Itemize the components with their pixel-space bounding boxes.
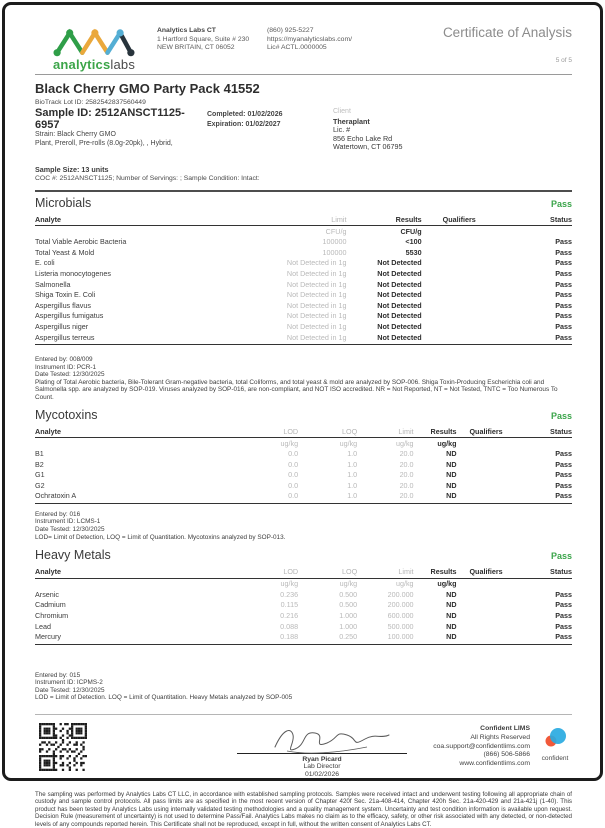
cell: ND [446,470,457,480]
footer-line: Entered by: 015 [35,671,81,679]
page-indicator: 5 of 5 [555,57,572,64]
disclaimer-text: The sampling was performed by Analytics Labs CT LLC, in accordance with established sampling protocols. Samples were received intact and underwent testing following all appropriate chain of custody and sample control protocols. All pass limits are as specified in the most recent version of Chapter 420f Sec. 21a-408-414, Chapter 420h Sec. 21a-420-429 and 21a-421j (1-40). This product has been tested by Analytics Labs using internally validated testing methodologies and a quality management system. Uncertainty and test condition information is available upon request. Decision Rule (measurement of uncertainty) is not used to determine Pass/Fail. Analytics Labs makes no claim as to the efficacy, safety, or other risk associated with any detected, or non-detected levels of any compounds reported herein. This Certificate shall not be reproduced, except in full, without the written consent of Analytics Labs CT. [35,790,572,828]
cell: 20.0 [399,449,414,459]
table-row [35,449,572,460]
footer-line: Date Tested: 12/30/2025 [35,371,105,379]
column-header: Limit [357,426,413,438]
unit-cell: CFU/g [400,226,422,236]
column-header: Status [516,566,572,578]
cell: Not Detected [377,269,422,279]
cell: 200.000 [387,589,414,599]
cell: Not Detected in 1g [286,279,347,289]
cell: 100000 [322,237,347,247]
column-header: Qualifiers [457,566,516,578]
table-row [35,621,572,632]
cell [422,322,497,333]
cell [457,491,516,503]
column-header: LOD [228,566,298,578]
cell: 1.0 [347,470,358,480]
section-footer [35,672,572,702]
cell: 100000 [322,247,347,257]
column-header: Qualifiers [422,214,497,226]
cell: 0.188 [228,632,298,644]
table-row [35,600,572,611]
cell: Lead [35,621,51,631]
column-header: LOQ [298,426,357,438]
unit-cell: ug/kg [437,438,457,448]
cell: 0.216 [280,610,299,620]
biotrack-lot-id: BioTrack Lot ID: 2582542837560449 [35,99,146,106]
unit-cell [422,226,497,237]
brand-block [35,23,153,72]
column-header: Analyte [35,426,228,438]
cell [457,590,516,601]
section-title: Mycotoxins [35,407,98,422]
cell: Pass [555,258,572,268]
cell: Pass [555,459,572,469]
client-label: Client [333,108,351,115]
cell [422,333,497,345]
cell: Not Detected [377,258,422,268]
cell: Listeria monocytogenes [35,269,111,279]
unit-cell [35,578,228,589]
unit-cell: ug/kg [280,579,299,589]
cell: 5530 [405,247,422,257]
section-footer [35,356,572,402]
table-row [35,269,572,280]
confident-logo-icon [540,727,570,749]
table-row [35,611,572,622]
cell: Not Detected [377,322,422,332]
cell: 0.500 [339,589,358,599]
certificate-title-block [387,25,572,64]
lab-address-block [157,27,261,53]
cell: 1.0 [347,480,358,490]
completed-date: Completed: 01/02/2026 [207,111,283,118]
strain: Strain: Black Cherry GMO [35,131,116,138]
cell: 1.0 [347,449,358,459]
cell: 200.000 [387,600,414,610]
section-header [35,196,572,210]
unit-cell: ug/kg [280,438,299,448]
client-block [333,107,572,152]
footer-line: Entered by: 008/009 [35,356,93,364]
cell: 0.236 [280,589,299,599]
cell: Pass [555,589,572,599]
units-row [35,438,572,449]
cell: Not Detected in 1g [286,322,347,332]
product-title: Black Cherry GMO Party Pack 41552 [35,81,260,96]
cell: Salmonella [35,279,71,289]
header [35,21,572,72]
matrix-description: Plant, Preroll, Pre-rolls (8.0g-20pk), , Hybrid, [35,139,173,147]
cell: 20.0 [399,459,414,469]
table-row [35,258,572,269]
column-header-row [35,566,572,578]
unit-cell [516,578,572,589]
cell: Not Detected [377,279,422,289]
table-row [35,280,572,291]
client-name: Theraplant [333,117,370,126]
cell: ND [446,589,457,599]
cell: 0.250 [298,632,357,644]
cell: 600.000 [387,610,414,620]
cell: 0.0 [288,480,299,490]
column-header: Qualifiers [457,426,516,438]
coc-line: COC #: 2512ANSCT1125; Number of Servings: ; Sample Condition: Intact: [35,174,260,182]
unit-cell [497,226,572,237]
table-row [35,491,572,503]
lab-phone: (860) 925-5227 [267,27,314,34]
client-address-line1: 856 Echo Lake Rd [333,133,393,143]
table-row [35,301,572,312]
lab-address-line1: 1 Hartford Square, Suite # 230 [157,35,250,43]
units-row [35,578,572,589]
cell: Shiga Toxin E. Coli [35,290,96,300]
cell: Aspergillus terreus [35,333,250,345]
unit-cell [35,226,250,237]
cell: 1.0 [347,459,358,469]
header-divider [35,74,572,75]
column-header: Limit [357,566,413,578]
cell: Total Yeast & Mold [35,247,95,257]
cell: ND [446,600,457,610]
sample-info [35,81,572,182]
section-heavy-metals [35,548,572,702]
cell [457,611,516,622]
column-header: LOD [228,426,298,438]
cell: Pass [555,610,572,620]
lims-website: www.confidentlims.com [459,760,530,768]
qr-code [39,723,87,771]
footer-line: Instrument ID: LCMS-1 [35,518,101,526]
unit-cell: CFU/g [325,226,347,236]
dates-block [207,107,333,152]
table-row [35,590,572,601]
cell: Pass [555,480,572,490]
section-status-badge: Pass [550,198,572,209]
column-header: Analyte [35,214,250,226]
cell: Pass [555,290,572,300]
section-title: Microbials [35,195,92,210]
signature-block [227,723,417,779]
column-header: Results [414,566,457,578]
cell: Ochratoxin A [35,491,228,503]
cell: ND [446,621,457,631]
column-header: Analyte [35,566,228,578]
cell: Pass [516,632,572,644]
cell [457,470,516,481]
sample-size: Sample Size: 13 units [35,164,109,174]
cell: Total Viable Aerobic Bacteria [35,237,127,247]
table-row [35,470,572,481]
cell [422,237,497,248]
column-header: Limit [250,214,347,226]
cell: Not Detected in 1g [286,311,347,321]
cell: Aspergillus niger [35,322,89,332]
cell: 1.000 [339,621,358,631]
cell: E. coli [35,258,55,268]
cell: Pass [555,470,572,480]
footer-line: Instrument ID: PCR-1 [35,363,97,371]
section-microbials [35,190,572,402]
client-address-line2: Watertown, CT 06795 [333,142,403,152]
cell: Pass [555,621,572,631]
confident-logo-word: confident [541,754,569,762]
unit-cell: ug/kg [339,438,358,448]
cell: Pass [555,600,572,610]
brand-wordmark-analytics: analytics [52,57,111,72]
table-row [35,333,572,345]
table-row [35,311,572,322]
lims-rights: All Rights Reserved [470,733,530,741]
cell: Not Detected in 1g [250,333,347,345]
cell [422,248,497,259]
cell: G1 [35,470,45,480]
analyte-table-mycotoxins [35,426,572,504]
unit-cell: ug/kg [395,438,414,448]
footer-line: LOD = Limit of Detection. LOQ = Limit of Quantitation. Heavy Metals analyzed by SOP-005 [35,694,293,702]
lab-license: Lic# ACTL.0000005 [267,44,327,52]
cell: ND [446,610,457,620]
cell [457,632,516,644]
cell: 0.0 [228,491,298,503]
table-row [35,632,572,644]
footer-line: Plating of Total Aerobic bacteria, Bile-Tolerant Gram-negative bacteria, total Coliforms, and total yeast & mold are analyzed by SOP-006. Shiga Toxin-Producing Escherichia coli and Salmonella spp. are analyzed by SOP-019. Viruses analyzed by SOP-016, are non-compliant, and NOT ISO accredited. NR = Not Reported, NT = Not Tested, TNTC = Too Numerous To Count. [35,378,558,401]
cell: Cadmium [35,600,66,610]
cell [422,301,497,312]
lab-contact-block [267,27,387,53]
lab-address-line2: NEW BRITAIN, CT 06052 [157,44,235,52]
table-row [35,237,572,248]
cell: 500.000 [387,621,414,631]
lims-name: Confident LIMS [480,724,530,732]
cell: Not Detected in 1g [286,258,347,268]
section-status-badge: Pass [550,410,572,421]
certificate-title: Certificate of Analysis [442,25,572,40]
cell [422,280,497,291]
cell: Not Detected [377,311,422,321]
cell: 0.0 [288,449,299,459]
cell [422,258,497,269]
unit-cell: ug/kg [395,579,414,589]
section-footer [35,511,572,541]
cell: Not Detected in 1g [286,269,347,279]
cell: ND [446,449,457,459]
cell [457,449,516,460]
cell: Chromium [35,610,69,620]
cell: 100.000 [357,632,413,644]
section-title: Heavy Metals [35,548,111,563]
cell [422,269,497,280]
table-row [35,481,572,492]
cell: Pass [555,237,572,247]
cell: B2 [35,459,44,469]
analyte-table-microbials [35,214,572,345]
signer-role: Lab Director [303,762,341,770]
cell: <100 [405,237,422,247]
section-mycotoxins [35,408,572,542]
lab-name: Analytics Labs CT [157,27,216,34]
cell [457,481,516,492]
cell: B1 [35,449,44,459]
analyticslabs-logo-icon [48,23,140,59]
unit-cell: ug/kg [339,579,358,589]
cell: Not Detected in 1g [286,300,347,310]
cell: Not Detected [346,333,421,345]
table-row [35,290,572,301]
lims-email: coa.support@confidentlims.com [433,742,530,750]
sample-id: Sample ID: 2512ANSCT1125-6957 [35,107,185,131]
cell: Arsenic [35,589,59,599]
cell: Pass [497,333,572,345]
brand-wordmark [53,57,135,72]
cell: ND [414,491,457,503]
column-header-row [35,214,572,226]
confident-logo [538,727,572,769]
cell: ND [446,480,457,490]
cell [457,460,516,471]
cell: ND [414,632,457,644]
cell: Mercury [35,632,228,644]
cell: Pass [516,491,572,503]
unit-cell [516,438,572,449]
client-license: Lic. # [333,125,351,134]
column-header: Status [516,426,572,438]
unit-cell [35,438,228,449]
cell: 20.0 [399,480,414,490]
cell: G2 [35,480,45,490]
cell [457,600,516,611]
signoff-date: 01/02/2026 [304,770,340,778]
cell: 1.0 [298,491,357,503]
cell: Aspergillus fumigatus [35,311,104,321]
cell: 0.115 [280,600,299,610]
cell: Pass [555,311,572,321]
section-header [35,548,572,562]
units-row [35,226,572,237]
cell: Aspergillus flavus [35,300,91,310]
table-row [35,322,572,333]
footer-divider [35,714,572,715]
cell: Pass [555,322,572,332]
unit-cell [457,578,516,589]
cell: Not Detected in 1g [286,290,347,300]
footer-line: LOD= Limit of Detection, LOQ = Limit of Quantitation. Mycotoxins analyzed by SOP-013. [35,533,286,541]
lims-phone: (866) 506-5866 [483,751,530,759]
table-row [35,460,572,471]
cell: Pass [555,269,572,279]
cell: 0.500 [339,600,358,610]
coa-page [2,2,603,828]
cell [422,290,497,301]
signoff-row [35,723,572,779]
footer-line: Date Tested: 12/30/2025 [35,686,105,694]
cell: 20.0 [357,491,413,503]
column-header: Results [414,426,457,438]
cell: Pass [555,449,572,459]
cell: 0.0 [288,459,299,469]
cell: Pass [555,247,572,257]
table-row [35,248,572,259]
sample-id-block [35,107,207,152]
brand-wordmark-labs: labs [110,57,136,72]
cell [457,621,516,632]
footer-line: Entered by: 016 [35,510,81,518]
lims-block [417,725,572,769]
footer-line: Instrument ID: ICPMS-2 [35,679,103,687]
analyte-table-heavy-metals [35,566,572,644]
section-header [35,408,572,422]
column-header: LOQ [298,566,357,578]
footer-line: Date Tested: 12/30/2025 [35,526,105,534]
column-header: Status [497,214,572,226]
column-header: Results [346,214,421,226]
unit-cell [457,438,516,449]
cell: 20.0 [399,470,414,480]
lab-website: https://myanalyticslabs.com/ [267,35,352,43]
signature-icon [247,723,397,757]
analysis-sections [35,190,572,702]
cell: Not Detected [377,290,422,300]
cell: ND [446,459,457,469]
cell: Pass [555,300,572,310]
column-header-row [35,426,572,438]
cell: Pass [555,279,572,289]
unit-cell: ug/kg [437,579,457,589]
signer-name: Ryan Picard [302,755,342,763]
cell: 0.088 [280,621,299,631]
cell: 1.000 [339,610,358,620]
cell: 0.0 [288,470,299,480]
cell [422,311,497,322]
cell: Not Detected [377,300,422,310]
expiration-date: Expiration: 01/02/2027 [207,120,281,128]
section-status-badge: Pass [550,551,572,562]
